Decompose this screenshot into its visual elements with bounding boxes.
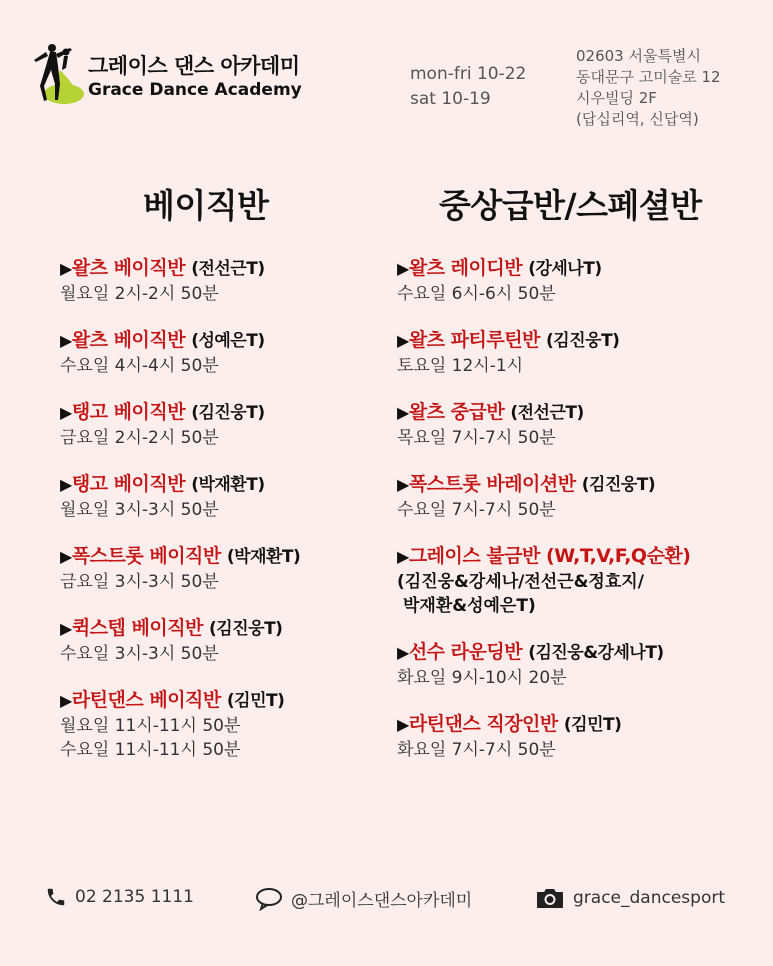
chat-bubble-icon [255, 887, 283, 911]
class-name: 퀵스텝 베이직반 [71, 617, 203, 639]
brand-name-korean: 그레이스 댄스 아카데미 [88, 54, 300, 78]
class-name: 탱고 베이직반 [71, 401, 186, 423]
class-teacher: (박재환T) [191, 475, 265, 495]
class-name: 왈츠 베이직반 [71, 257, 186, 279]
class-teacher: (전선근T) [191, 259, 265, 279]
basic-class-column [60, 180, 390, 783]
opening-hours [410, 62, 526, 112]
phone-icon [45, 886, 67, 908]
class-name: 왈츠 파티루틴반 [408, 329, 540, 351]
class-schedule: 수요일 11시-11시 50분 [60, 740, 241, 760]
address-line: 02603 서울특별시 [576, 47, 701, 65]
triangle-bullet-icon: ▶ [397, 715, 409, 734]
class-teacher: (김진웅T) [581, 475, 656, 495]
triangle-bullet-icon: ▶ [60, 691, 72, 710]
class-schedule: 금요일 2시-2시 50분 [60, 428, 219, 448]
brand-name-english: Grace Dance Academy [88, 80, 302, 100]
class-entry [60, 255, 390, 306]
class-title [60, 399, 390, 426]
class-entry [397, 543, 767, 618]
triangle-bullet-icon: ▶ [60, 331, 72, 350]
class-entry [60, 615, 390, 666]
class-name: 그레이스 불금반 (W,T,V,F,Q순환) [408, 545, 691, 567]
advanced-class-column [397, 180, 767, 783]
triangle-bullet-icon: ▶ [397, 643, 409, 662]
hours-saturday: sat 10-19 [410, 89, 491, 109]
address-line: 시우빌딩 2F [576, 89, 657, 107]
class-name: 탱고 베이직반 [71, 473, 186, 495]
class-entry [60, 471, 390, 522]
phone-contact[interactable] [45, 886, 194, 908]
class-title [60, 615, 390, 642]
class-schedule: 수요일 6시-6시 50분 [397, 284, 556, 304]
class-entry [397, 327, 767, 378]
triangle-bullet-icon: ▶ [397, 403, 409, 422]
class-schedule: 수요일 3시-3시 50분 [60, 644, 219, 664]
class-teacher: (박재환T) [226, 547, 301, 567]
class-title [60, 327, 390, 354]
header [0, 0, 773, 150]
address-line: 동대문구 고미술로 12 [576, 68, 721, 86]
class-teacher: (김민T) [563, 715, 622, 735]
class-schedule: 목요일 7시-7시 50분 [397, 428, 556, 448]
class-name: 라틴댄스 직장인반 [408, 713, 558, 735]
instagram-contact[interactable] [535, 886, 725, 910]
class-teacher: (김진웅&강세나T) [528, 643, 664, 663]
class-name: 왈츠 중급반 [408, 401, 505, 423]
triangle-bullet-icon: ▶ [60, 403, 72, 422]
class-schedule: 토요일 12시-1시 [397, 356, 524, 376]
class-schedule: 화요일 7시-7시 50분 [397, 740, 556, 760]
dancing-couple-logo-icon [30, 40, 86, 106]
class-title [397, 543, 767, 570]
triangle-bullet-icon: ▶ [397, 547, 409, 566]
class-teacher: (김진웅T) [546, 331, 620, 351]
triangle-bullet-icon: ▶ [397, 259, 409, 278]
class-entry [397, 711, 767, 762]
triangle-bullet-icon: ▶ [60, 547, 72, 566]
class-title [60, 255, 390, 282]
class-teacher: (김진웅T) [191, 403, 265, 423]
class-instructors: (김진웅&강세나/전선근&정효지/ [397, 572, 644, 592]
class-name: 폭스트롯 바레이션반 [408, 473, 576, 495]
camera-icon [535, 886, 565, 910]
class-schedule: 월요일 2시-2시 50분 [60, 284, 219, 304]
column-title: 중상급반/스페셜반 [439, 186, 702, 225]
triangle-bullet-icon: ▶ [60, 259, 72, 278]
class-title [397, 399, 767, 426]
class-instructors: 박재환&성예은T) [403, 596, 536, 616]
class-entry [397, 399, 767, 450]
class-entry [60, 687, 390, 762]
class-entry [60, 543, 390, 594]
class-title [60, 543, 390, 570]
class-title [397, 711, 767, 738]
class-teacher: (성예은T) [191, 331, 265, 351]
class-entry [60, 327, 390, 378]
triangle-bullet-icon: ▶ [60, 475, 72, 494]
class-entry [397, 255, 767, 306]
address-line: (답십리역, 신답역) [576, 110, 699, 128]
class-title [60, 687, 390, 714]
hours-weekday: mon-fri 10-22 [410, 64, 527, 84]
instagram-handle: grace_dancesport [573, 888, 725, 908]
class-schedule: 월요일 3시-3시 50분 [60, 500, 219, 520]
class-name: 선수 라운딩반 [408, 641, 523, 663]
class-name: 왈츠 레이디반 [408, 257, 523, 279]
class-name: 폭스트롯 베이직반 [71, 545, 221, 567]
triangle-bullet-icon: ▶ [60, 619, 72, 638]
kakaotalk-contact[interactable] [255, 886, 472, 911]
class-entry [397, 639, 767, 690]
class-title [397, 471, 767, 498]
triangle-bullet-icon: ▶ [397, 475, 409, 494]
class-list [397, 255, 767, 762]
class-teacher: (김진웅T) [209, 619, 283, 639]
class-teacher: (김민T) [226, 691, 285, 711]
class-name: 왈츠 베이직반 [71, 329, 186, 351]
class-teacher: (강세나T) [528, 259, 602, 279]
class-entry [397, 471, 767, 522]
class-schedule: 수요일 4시-4시 50분 [60, 356, 219, 376]
class-entry [60, 399, 390, 450]
class-list [60, 255, 390, 762]
column-title: 베이직반 [143, 186, 269, 225]
class-teacher: (전선근T) [510, 403, 584, 423]
class-schedule: 월요일 11시-11시 50분 [60, 716, 241, 736]
phone-number: 02 2135 1111 [75, 887, 194, 907]
class-schedule: 금요일 3시-3시 50분 [60, 572, 219, 592]
footer [0, 880, 773, 920]
class-schedule: 수요일 7시-7시 50분 [397, 500, 556, 520]
class-title [397, 639, 767, 666]
class-schedule: 화요일 9시-10시 20분 [397, 668, 567, 688]
class-title [397, 255, 767, 282]
kakaotalk-id: @그레이스댄스아카데미 [291, 891, 473, 911]
address [576, 46, 721, 130]
class-title [397, 327, 767, 354]
class-title [60, 471, 390, 498]
triangle-bullet-icon: ▶ [397, 331, 409, 350]
class-name: 라틴댄스 베이직반 [71, 689, 221, 711]
